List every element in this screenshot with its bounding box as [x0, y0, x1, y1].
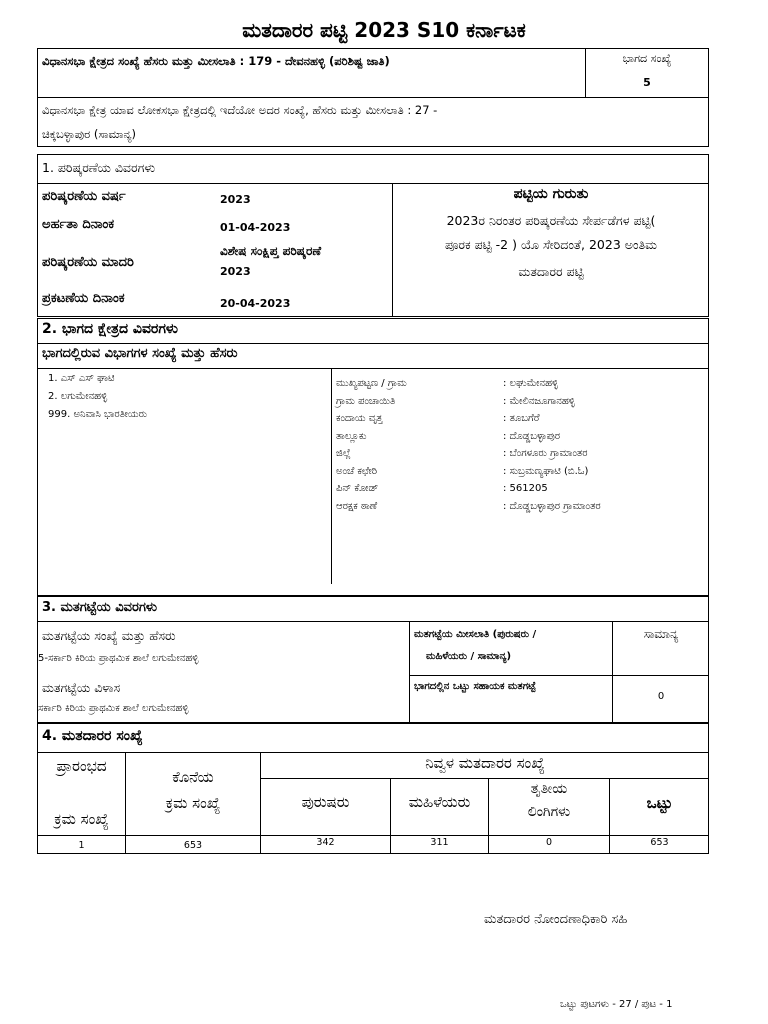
net-electors-heading: ನಿವ್ವಳ ಮತದಾರರ ಸಂಖ್ಯೆ [425, 754, 545, 772]
detail-label: ಅಂಚೆ ಕಛೇರಿ [336, 465, 378, 477]
detail-value: : ದೊಡ್ಡಬಳ್ಳಾಪುರ ಗ್ರಾಮಾಂತರ [503, 500, 601, 512]
revision-type-label: ಪರಿಷ್ಕರಣೆಯ ಮಾದರಿ [42, 255, 134, 270]
publication-date-label: ಪ್ರಕಟಣೆಯ ದಿನಾಂಕ [42, 291, 125, 306]
third-gender-label-line1: ತೃತೀಯ [530, 781, 568, 797]
roll-id-line1: 2023ರ ನಿರಂತರ ಪರಿಷ್ಕರಣೆಯ ಸೇರ್ಪಡೆಗಳ ಪಟ್ಟಿ( [446, 213, 656, 228]
detail-label: ತಾಲ್ಲೂಕು [336, 430, 367, 442]
revision-type-line2: 2023 [220, 265, 251, 278]
polling-type-label-line2: ಮಹಿಳೆಯರು / ಸಾಮಾನ್ಯ) [426, 651, 512, 662]
start-serial-label-line2: ಕ್ರಮ ಸಂಖ್ಯೆ [54, 810, 109, 828]
male-value: 342 [316, 837, 335, 848]
qualifying-date: 01-04-2023 [220, 221, 291, 234]
roll-id-heading: ಪಟ್ಟಿಯ ಗುರುತು [513, 186, 589, 202]
assembly-constituency: ವಿಧಾನಸಭಾ ಕ್ಷೇತ್ರದ ಸಂಖ್ಯೆ ಹೆಸರು ಮತ್ತು ಮೀಸಲಾತಿ : 179 - ದೇವನಹಳ್ಳಿ (ಪರಿಶಿಷ್ಟ ಜಾತಿ) [42, 54, 390, 68]
registration-officer-signature: ಮತದಾರರ ನೋಂದಣಾಧಿಕಾರಿ ಸಹಿ [484, 912, 628, 927]
lok-sabha-line1: ವಿಧಾನಸಭಾ ಕ್ಷೇತ್ರ ಯಾವ ಲೋಕಸಭಾ ಕ್ಷೇತ್ರದಲ್ಲಿ ಇದೆಯೋ ಅದರ ಸಂಖ್ಯೆ, ಹೆಸರು ಮತ್ತು ಮೀಸಲಾತಿ : 27 - [42, 103, 438, 117]
roll-id-line2: ಪೂರಕ ಪಟ್ಟಿ -2 ) ಯೊ ಸೇರಿದಂತೆ, 2023 ಅಂತಿಮ [444, 237, 658, 252]
revision-heading: 1. ಪರಿಷ್ಕರಣೆಯ ವಿವರಗಳು [42, 160, 156, 175]
polling-address: ಸರ್ಕಾರಿ ಕಿರಿಯ ಪ್ರಾಥಮಿಕ ಶಾಲೆ ಲಗುಮೇನಹಳ್ಳಿ [38, 703, 189, 714]
polling-type-label-line1: ಮತಗಟ್ಟೆಯ ಮೀಸಲಾತಿ (ಪುರುಷರು / [414, 629, 537, 640]
detail-label: ಜಿಲ್ಲೆ [336, 448, 351, 459]
polling-station-name: 5-ಸರ್ಕಾರಿ ಕಿರಿಯ ಪ್ರಾಥಮಿಕ ಶಾಲೆ ಲಗುಮೇನಹಳ್ಳಿ [38, 653, 199, 664]
total-value: 653 [650, 837, 669, 848]
female-value: 311 [430, 837, 449, 848]
detail-label: ಕಂದಾಯ ವೃತ್ತ [336, 413, 383, 424]
detail-value: : ಮೇಲಿನಜೂಗಾನಹಳ್ಳಿ [503, 395, 575, 407]
revision-year-label: ಪರಿಷ್ಕರಣೆಯ ವರ್ಷ [42, 189, 126, 204]
detail-value: : ತೂಬಗೆರೆ [503, 413, 540, 424]
end-serial-value: 653 [183, 840, 203, 851]
qualifying-date-label: ಅರ್ಹತಾ ದಿನಾಂಕ [42, 217, 115, 232]
section-item: 1. ಎಸ್ ಎಸ್ ಘಾಟಿ [48, 373, 115, 384]
part-no-label: ಭಾಗದ ಸಂಖ್ಯೆ [622, 52, 672, 65]
revision-type-line1: ವಿಶೇಷ ಸಂಕ್ಷಿಪ್ತ ಪರಿಷ್ಕರಣೆ [220, 244, 322, 258]
female-label: ಮಹಿಳೆಯರು [408, 793, 471, 811]
section-item: 999. ಅನಿವಾಸಿ ಭಾರತೀಯರು [48, 409, 148, 420]
detail-label: ಆರಕ್ಷಕ ಠಾಣೆ [336, 500, 378, 512]
part-no-value: 5 [643, 76, 651, 89]
detail-label: ಗ್ರಾಮ ಪಂಚಾಯಿತಿ [336, 395, 396, 407]
end-serial-label-line2: ಕ್ರಮ ಸಂಖ್ಯೆ [165, 794, 221, 812]
electors-heading: 4. ಮತದಾರರ ಸಂಖ್ಯೆ [42, 728, 143, 744]
total-label: ಒಟ್ಟು [646, 794, 673, 812]
part-area-heading: 2. ಭಾಗದ ಕ್ಷೇತ್ರದ ವಿವರಗಳು [42, 321, 178, 337]
third-gender-label-line2: ಲಿಂಗಿಗಳು [527, 804, 571, 820]
polling-station-name-label: ಮತಗಟ್ಟೆಯ ಸಂಖ್ಯೆ ಮತ್ತು ಹೆಸರು [42, 628, 176, 643]
part-no-divider [585, 48, 586, 98]
polling-row-divider [409, 675, 709, 676]
detail-label: ಪಿನ್ ಕೋಡ್ [336, 483, 379, 494]
lok-sabha-line2: ಚಿಕ್ಕಬಳ್ಳಾಪುರ (ಸಾಮಾನ್ಯ) [42, 127, 137, 141]
sections-heading: ಭಾಗದಲ್ಲಿರುವ ವಿಭಾಗಗಳ ಸಂಖ್ಯೆ ಮತ್ತು ಹೆಸರು [42, 346, 238, 361]
aux-polling-label: ಭಾಗದಲ್ಲಿನ ಒಟ್ಟು ಸಹಾಯಕ ಮತಗಟ್ಟೆ [414, 681, 536, 692]
detail-label: ಮುಖ್ಯಪಟ್ಟಣ / ಗ್ರಾಮ [336, 378, 407, 389]
part-area-divider [331, 368, 332, 584]
polling-address-label: ಮತಗಟ್ಟೆಯ ವಿಳಾಸ [42, 680, 121, 695]
start-serial-label-line1: ಪ್ರಾರಂಭದ [56, 757, 107, 775]
end-serial-label-line1: ಕೊನೆಯ [172, 768, 214, 786]
revision-year: 2023 [220, 193, 251, 206]
start-serial-value: 1 [78, 840, 85, 851]
page-title: ಮತದಾರರ ಪಟ್ಟಿ 2023 S10 ಕರ್ನಾಟಕ [242, 18, 526, 42]
electors-net-divider [260, 778, 709, 779]
third-gender-value: 0 [545, 837, 553, 848]
polling-heading: 3. ಮತಗಟ್ಟೆಯ ವಿವರಗಳು [42, 600, 158, 615]
detail-value: : ಬೆಂಗಳೂರು ಗ್ರಾಮಾಂತರ [503, 448, 588, 459]
roll-id-line3: ಮತದಾರರ ಪಟ್ಟಿ [518, 264, 584, 279]
polling-divider-1 [409, 621, 410, 723]
detail-value: : ಸುಬ್ರಮಣ್ಯಘಾಟಿ (ಬಿ.ಓ) [503, 465, 589, 477]
detail-value: : 561205 [503, 483, 548, 494]
polling-type-value: ಸಾಮಾನ್ಯ [643, 627, 679, 641]
section-item: 2. ಲಗುಮೇನಹಳ್ಳಿ [48, 391, 108, 402]
detail-value: : ದೊಡ್ಡಬಳ್ಳಾಪುರ [503, 430, 561, 442]
male-label: ಪುರುಷರು [301, 793, 350, 811]
publication-date: 20-04-2023 [220, 297, 291, 310]
electors-value-divider [37, 835, 709, 836]
aux-polling-value: 0 [657, 691, 665, 702]
detail-value: : ಲಘುಮೇನಹಳ್ಳಿ [503, 378, 559, 389]
page-count: ಒಟ್ಟು ಪುಟಗಳು - 27 / ಪುಟ - 1 [560, 999, 673, 1010]
